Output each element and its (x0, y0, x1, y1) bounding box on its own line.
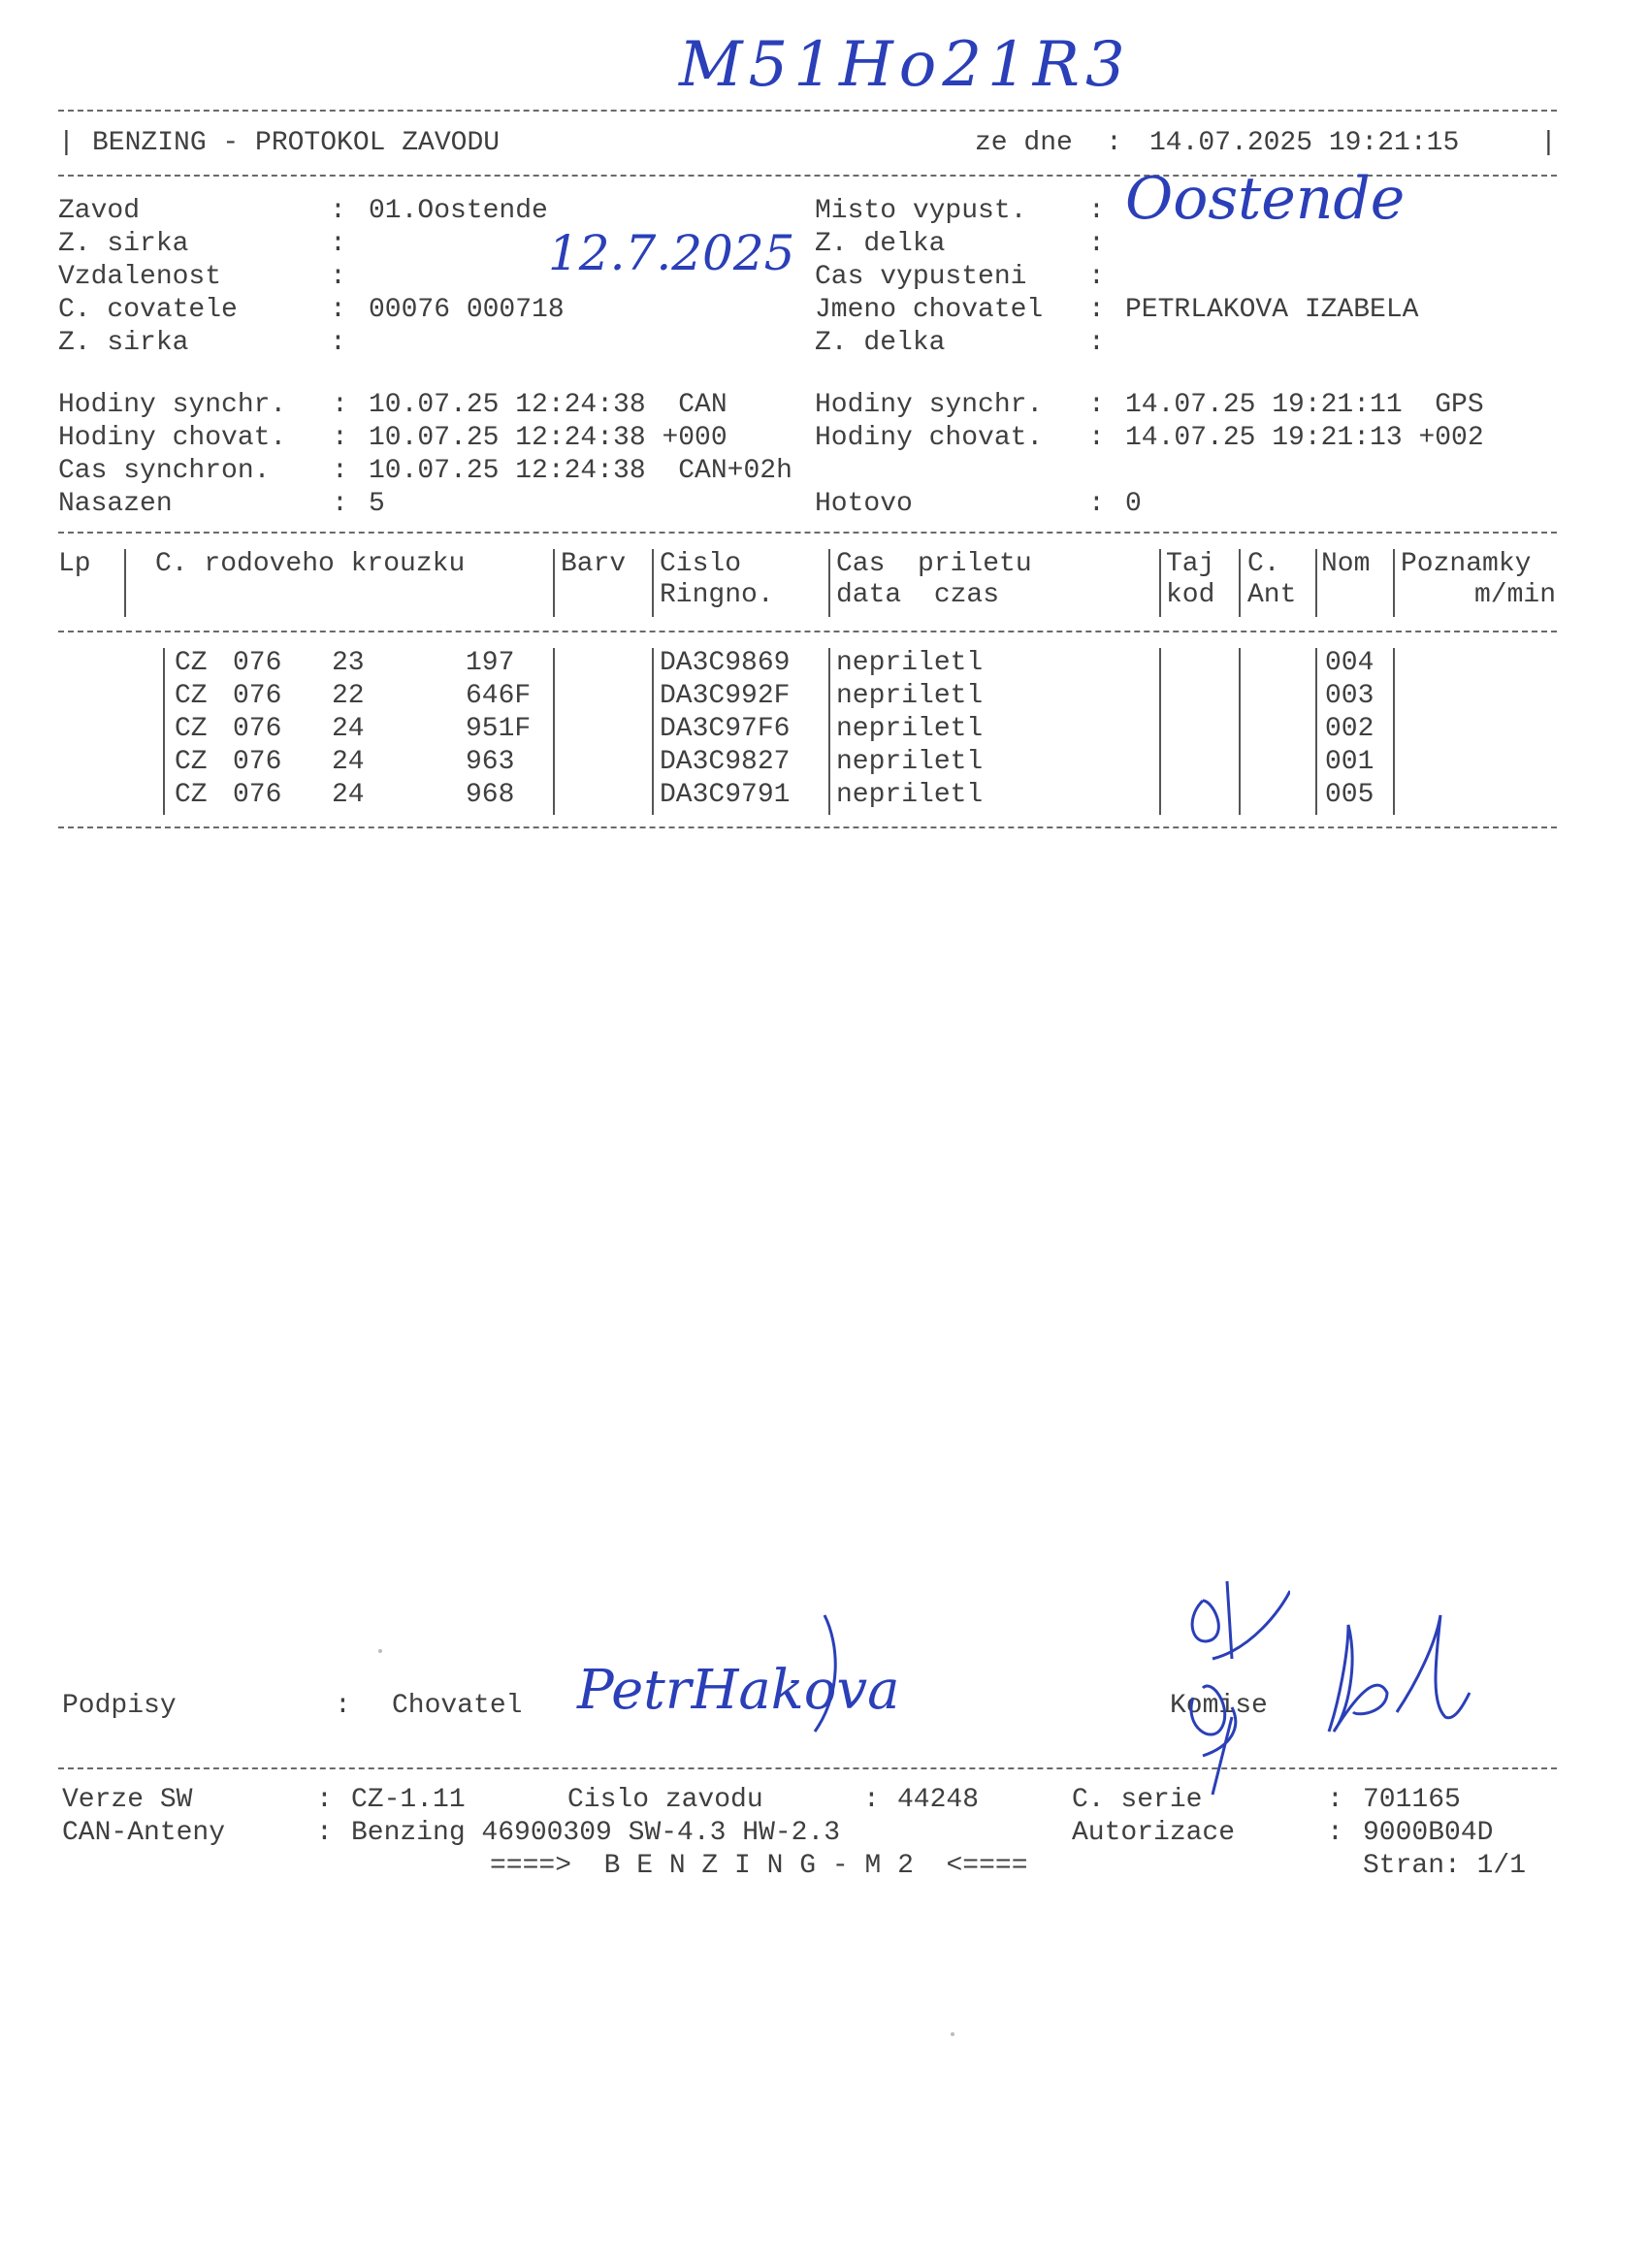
commission-signature-2 (1319, 1605, 1474, 1751)
breeder-signature-flourish (795, 1605, 854, 1741)
colon: : (330, 229, 346, 259)
ring-number: 197 (466, 648, 515, 678)
nom: 002 (1325, 714, 1374, 744)
signatures-label: Podpisy (62, 1691, 177, 1721)
arrival-status: nepriletl (836, 681, 984, 711)
clock-value: 14.07.25 19:21:13 +002 (1125, 423, 1484, 453)
col-poznamky: Poznamky (1401, 549, 1532, 579)
handwritten-date: 12.7.2025 (548, 225, 795, 281)
field-label: Z. sirka (58, 328, 189, 358)
column-separator (1239, 549, 1241, 617)
header-colon: : (1106, 128, 1122, 158)
clock-label: Hodiny synchr. (58, 390, 287, 420)
clock-value: 5 (369, 489, 385, 519)
field-label: Misto vypust. (815, 196, 1027, 226)
race-no-label: Cislo zavodu (567, 1785, 763, 1815)
arrival-status: nepriletl (836, 780, 984, 810)
clock-label: Hodiny synchr. (815, 390, 1044, 420)
col-nom: Nom (1321, 549, 1371, 579)
arrival-status: nepriletl (836, 648, 984, 678)
column-separator (652, 549, 654, 617)
breeder-label: Chovatel (392, 1691, 523, 1721)
field-label: Zavod (58, 196, 141, 226)
ring-org: 076 (233, 747, 282, 777)
colon: : (332, 489, 348, 519)
sw-label: Verze SW (62, 1785, 193, 1815)
ring-country: CZ (175, 780, 208, 810)
handwritten-release-place: Oostende (1125, 165, 1406, 233)
field-label: Z. delka (815, 229, 946, 259)
col-poznamky: m/min (1474, 580, 1557, 610)
col-cas: data czas (836, 580, 1000, 610)
col-ring: C. rodoveho krouzku (155, 549, 466, 579)
colon: : (1327, 1785, 1343, 1815)
field-value: PETRLAKOVA IZABELA (1125, 295, 1419, 325)
field-label: Z. sirka (58, 229, 189, 259)
clock-value: 10.07.25 12:24:38 +000 (369, 423, 728, 453)
auth-value: 9000B04D (1363, 1818, 1494, 1848)
col-taj: kod (1166, 580, 1215, 610)
ring-country: CZ (175, 714, 208, 744)
ring-number: 951F (466, 714, 532, 744)
divider (58, 631, 1557, 632)
column-separator (652, 648, 654, 815)
col-cislo: Cislo (660, 549, 742, 579)
breeder-signature: PetrHakova (577, 1659, 900, 1722)
colon: : (316, 1785, 333, 1815)
divider (58, 826, 1557, 828)
colon: : (332, 423, 348, 453)
column-separator (828, 549, 830, 617)
header-bar-left: | (58, 128, 75, 158)
clock-label: Cas synchron. (58, 456, 271, 486)
serial-value: 701165 (1363, 1785, 1461, 1815)
clock-value: 14.07.25 19:21:11 GPS (1125, 390, 1484, 420)
colon: : (316, 1818, 333, 1848)
colon: : (1088, 423, 1105, 453)
ring-org: 076 (233, 780, 282, 810)
nom: 004 (1325, 648, 1374, 678)
ring-year: 24 (332, 780, 365, 810)
header-date-value: 14.07.2025 19:21:15 (1149, 128, 1460, 158)
column-separator (553, 549, 555, 617)
ringno: DA3C9827 (660, 747, 791, 777)
col-barv: Barv (561, 549, 627, 579)
nom: 005 (1325, 780, 1374, 810)
arrival-status: nepriletl (836, 714, 984, 744)
colon: : (863, 1785, 880, 1815)
divider (58, 532, 1557, 534)
colon: : (1327, 1818, 1343, 1848)
colon: : (1088, 489, 1105, 519)
col-cas: Cas priletu (836, 549, 1032, 579)
colon: : (1088, 295, 1105, 325)
col-cant: C. (1247, 549, 1280, 579)
col-lp: Lp (58, 549, 91, 579)
nom: 001 (1325, 747, 1374, 777)
field-label: Jmeno chovatel (815, 295, 1044, 325)
ring-org: 076 (233, 648, 282, 678)
field-value: 00076 000718 (369, 295, 565, 325)
page-number: Stran: 1/1 (1363, 1851, 1527, 1881)
serial-label: C. serie (1072, 1785, 1203, 1815)
ringno: DA3C9869 (660, 648, 791, 678)
colon: : (1088, 262, 1105, 292)
clock-label: Hodiny chovat. (815, 423, 1044, 453)
ring-country: CZ (175, 648, 208, 678)
ring-year: 24 (332, 714, 365, 744)
ringno: DA3C9791 (660, 780, 791, 810)
col-cislo: Ringno. (660, 580, 774, 610)
scan-speck (951, 2032, 954, 2036)
ring-country: CZ (175, 681, 208, 711)
field-label: Z. delka (815, 328, 946, 358)
divider (58, 1767, 1557, 1769)
clock-value: 10.07.25 12:24:38 CAN (369, 390, 728, 420)
header-bar-right: | (1540, 128, 1557, 158)
field-value: 01.Oostende (369, 196, 548, 226)
commission-label: Komise (1170, 1691, 1268, 1721)
column-separator (1239, 648, 1241, 815)
ringno: DA3C992F (660, 681, 791, 711)
arrival-status: nepriletl (836, 747, 984, 777)
column-separator (1159, 648, 1161, 815)
colon: : (1088, 196, 1105, 226)
handwritten-code: M51Ho21R3 (679, 29, 1131, 101)
field-label: Cas vypusteni (815, 262, 1027, 292)
colon: : (332, 390, 348, 420)
colon: : (330, 295, 346, 325)
colon: : (1088, 328, 1105, 358)
column-separator (1159, 549, 1161, 617)
column-separator (553, 648, 555, 815)
ring-number: 646F (466, 681, 532, 711)
ring-country: CZ (175, 747, 208, 777)
ring-year: 23 (332, 648, 365, 678)
sw-value: CZ-1.11 (351, 1785, 466, 1815)
column-separator (1315, 648, 1317, 815)
antenna-value: Benzing 46900309 SW-4.3 HW-2.3 (351, 1818, 841, 1848)
column-separator (1393, 549, 1395, 617)
divider (58, 110, 1557, 112)
colon: : (330, 262, 346, 292)
ringno: DA3C97F6 (660, 714, 791, 744)
column-separator (828, 648, 830, 815)
clock-label: Hodiny chovat. (58, 423, 287, 453)
ring-org: 076 (233, 681, 282, 711)
column-separator (1315, 549, 1317, 617)
colon: : (1088, 390, 1105, 420)
colon: : (330, 328, 346, 358)
header-date-label: ze dne (975, 128, 1073, 158)
nom: 003 (1325, 681, 1374, 711)
clock-value: 0 (1125, 489, 1142, 519)
antenna-label: CAN-Anteny (62, 1818, 226, 1848)
ring-year: 22 (332, 681, 365, 711)
brand-line: ====> B E N Z I N G - M 2 <==== (490, 1851, 1028, 1881)
auth-label: Autorizace (1072, 1818, 1236, 1848)
field-label: C. covatele (58, 295, 238, 325)
scan-speck (378, 1649, 382, 1653)
ring-org: 076 (233, 714, 282, 744)
ring-number: 968 (466, 780, 515, 810)
field-label: Vzdalenost (58, 262, 222, 292)
clock-value: 10.07.25 12:24:38 CAN+02h (369, 456, 792, 486)
col-taj: Taj (1166, 549, 1215, 579)
clock-label: Nasazen (58, 489, 173, 519)
colon: : (330, 196, 346, 226)
colon: : (332, 456, 348, 486)
column-separator (124, 549, 126, 617)
header-title: BENZING - PROTOKOL ZAVODU (92, 128, 501, 158)
clock-label: Hotovo (815, 489, 913, 519)
colon: : (335, 1691, 351, 1721)
column-separator (163, 648, 165, 815)
ring-number: 963 (466, 747, 515, 777)
colon: : (1088, 229, 1105, 259)
column-separator (1393, 648, 1395, 815)
race-no-value: 44248 (897, 1785, 980, 1815)
col-cant: Ant (1247, 580, 1297, 610)
ring-year: 24 (332, 747, 365, 777)
